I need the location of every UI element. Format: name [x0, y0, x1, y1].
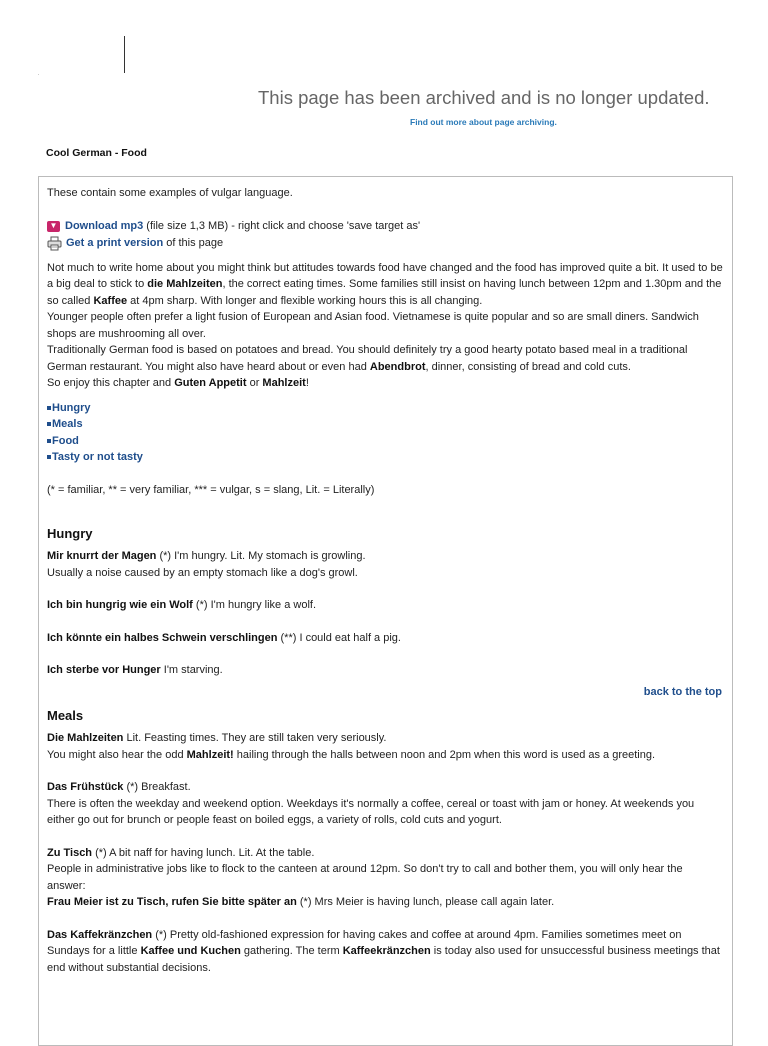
entry-meals-1: Die Mahlzeiten Lit. Feasting times. They are still taken very seriously. [47, 732, 387, 744]
entry-hungry-1: Mir knurrt der Magen (*) I'm hungry. Lit. My stomach is growling. [47, 550, 366, 562]
archive-info-link[interactable]: Find out more about page archiving. [410, 117, 557, 127]
archive-message: This page has been archived and is no longer updated. [258, 87, 710, 108]
logo-mark [38, 74, 39, 75]
entry-meals-2: Das Frühstück (*) Breakfast. [47, 781, 191, 793]
entry-meals-3: Zu Tisch (*) A bit naff for having lunch. Lit. At the table. [47, 846, 315, 859]
entry-hungry-4: Ich sterbe vor Hunger I'm starving. [47, 664, 223, 676]
back-to-top-link[interactable]: back to the top [643, 685, 722, 698]
download-mp3-link[interactable]: Download mp3 [65, 219, 144, 232]
page-title: Cool German - Food [46, 147, 147, 159]
intro-paragraph-1: Not much to write home about you might think but attitudes towards food have changed and the food has improved quite a bit. It used to be a big deal to stick to die Mahlzeiten, the correct eating times. Some families still insist on having lunch between 12pm and 1.30pm and the so called Kaffee at 4pm sharp. With longer and flexible working hours this is all changing. [47, 261, 723, 307]
intro-paragraph-3: Traditionally German food is based on potatoes and bread. You should definitely try a good hearty potato based meal in a traditional German restaurant. You might also have heard about or even had Abendbrot, dinner, consisting of bread and cold cuts. [47, 344, 688, 373]
print-version-link[interactable]: Get a print version [66, 236, 164, 249]
download-row [47, 218, 724, 235]
bullet-icon [47, 422, 51, 426]
print-info: of this page [163, 236, 224, 249]
bullet-icon [47, 406, 51, 410]
intro-paragraph-2: Younger people often prefer a light fusion of European and Asian food. Vietnamese is quite popular and so are small diners. Sandwich shops are mushrooming all over. [47, 311, 699, 340]
section-heading-hungry: Hungry [47, 526, 93, 541]
toc-item-meals[interactable]: Meals [47, 416, 724, 433]
entry-meals-3-note: People in administrative jobs like to flock to the canteen at around 12pm. So don't try to call and bother them, you will only hear the answer: [47, 863, 683, 892]
section-heading-meals: Meals [47, 708, 84, 723]
vulgar-warning: These contain some examples of vulgar language. [47, 187, 293, 199]
entry-meals-3-phrase: Frau Meier ist zu Tisch, rufen Sie bitte später an (*) Mrs Meier is having lunch, please call again later. [47, 896, 555, 908]
download-info: (file size 1,3 MB) - right click and choose 'save target as' [143, 219, 421, 232]
logo-divider [124, 36, 125, 73]
legend: (* = familiar, ** = very familiar, *** = vulgar, s = slang, Lit. = Literally) [47, 483, 375, 496]
printer-icon[interactable] [47, 236, 62, 251]
toc-item-tasty[interactable]: Tasty or not tasty [47, 449, 724, 466]
entry-meals-2-note: There is often the weekday and weekend option. Weekdays it's normally a coffee, cereal or toast with jam or honey. At weekends you either go out for brunch or people feast on boiled eggs, a variety of rolls, cold cuts and yogurt. [47, 797, 695, 826]
entry-meals-1-note: You might also hear the odd Mahlzeit! hailing through the halls between noon and 2pm when this word is used as a greeting. [47, 748, 656, 761]
back-to-top-row [47, 684, 724, 701]
toc-item-food[interactable]: Food [47, 433, 724, 450]
toc-item-hungry[interactable]: Hungry [47, 400, 724, 417]
bullet-icon [47, 439, 51, 443]
intro-paragraph-4: So enjoy this chapter and Guten Appetit or Mahlzeit! [47, 377, 309, 389]
table-of-contents [47, 400, 724, 466]
print-row [47, 235, 724, 252]
entry-hungry-3: Ich könnte ein halbes Schwein verschlingen (**) I could eat half a pig. [47, 631, 401, 644]
entry-hungry-1-note: Usually a noise caused by an empty stomach like a dog's growl. [47, 566, 358, 579]
entry-meals-4: Das Kaffekränzchen (*) Pretty old-fashioned expression for having cakes and coffee at around 4pm. Families sometimes meet on Sundays for a little Kaffee und Kuchen gathering. The term Kaffeekränzchen is today also used for unsuccessful business meetings that end without substantial decisions. [47, 928, 720, 974]
entry-hungry-2: Ich bin hungrig wie ein Wolf (*) I'm hungry like a wolf. [47, 599, 316, 611]
site-logo[interactable] [38, 36, 128, 76]
bullet-icon [47, 455, 51, 459]
content-box [38, 176, 733, 1046]
download-icon[interactable]: ▼ [47, 221, 60, 232]
